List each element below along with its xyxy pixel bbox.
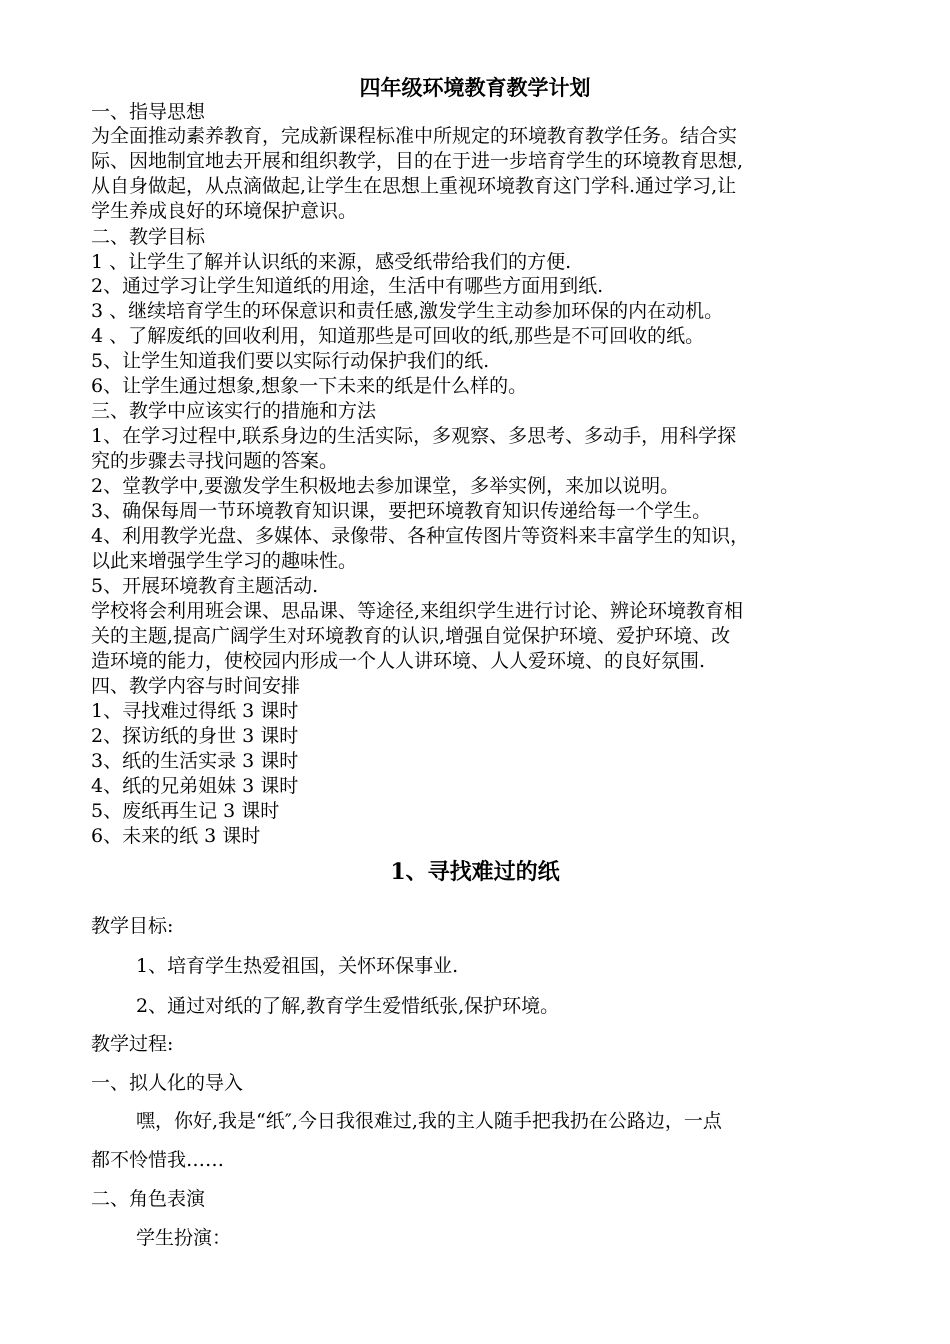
plan-schedule-item: 1、寻找难过得纸 3 课时	[91, 700, 299, 722]
plan-goal-item: 3 、继续培育学生的环保意识和责任感,激发学生主动参加环保的内在动机。	[91, 300, 724, 322]
objectives-heading: 教学目标:	[91, 915, 174, 937]
plan-paragraph-line: 际、因地制宜地去开展和组织教学，目的在于进一步培育学生的环境教育思想,	[91, 150, 744, 172]
lesson-title: 1、寻找难过的纸	[390, 859, 560, 885]
plan-heading-guiding-ideas: 一、指导思想	[91, 101, 206, 123]
process-heading: 教学过程:	[91, 1033, 174, 1055]
plan-measure-item: 究的步骤去寻找问题的答案。	[91, 450, 339, 472]
plan-paragraph-line: 造环境的能力，使校园内形成一个人人讲环境、人人爱环境、的良好氛围.	[91, 650, 706, 672]
plan-goal-item: 6、让学生通过想象,想象一下未来的纸是什么样的。	[91, 375, 528, 397]
plan-schedule-item: 3、纸的生活实录 3 课时	[91, 750, 299, 772]
step-text: 都不怜惜我……	[91, 1149, 225, 1171]
plan-goal-item: 4 、了解废纸的回收利用，知道那些是可回收的纸,那些是不可回收的纸。	[91, 325, 705, 347]
step-heading: 二、角色表演	[91, 1188, 206, 1210]
objective-item: 1、培育学生热爱祖国，关怀环保事业.	[136, 955, 459, 977]
plan-goal-item: 1 、让学生了解并认识纸的来源，感受纸带给我们的方便.	[91, 251, 572, 273]
plan-goal-item: 2、通过学习让学生知道纸的用途，生活中有哪些方面用到纸.	[91, 275, 604, 297]
plan-title: 四年级环境教育教学计划	[359, 75, 591, 100]
plan-paragraph-line: 为全面推动素养教育，完成新课程标准中所规定的环境教育教学任务。结合实	[91, 125, 738, 147]
plan-heading-measures: 三、教学中应该实行的措施和方法	[91, 400, 377, 422]
plan-schedule-item: 5、废纸再生记 3 课时	[91, 800, 280, 822]
step-heading: 一、拟人化的导入	[91, 1072, 244, 1094]
objective-item: 2、通过对纸的了解,教育学生爱惜纸张,保护环境。	[136, 995, 560, 1017]
plan-measure-item: 以此来增强学生学习的趣味性。	[91, 550, 358, 572]
plan-paragraph-line: 学生养成良好的环境保护意识。	[91, 200, 358, 222]
plan-schedule-item: 6、未来的纸 3 课时	[91, 825, 261, 847]
step-text: 嘿，你好,我是“纸″,今日我很难过,我的主人随手把我扔在公路边，一点	[136, 1110, 722, 1132]
plan-schedule-item: 4、纸的兄弟姐妹 3 课时	[91, 775, 299, 797]
plan-measure-item: 4、利用教学光盘、多媒体、录像带、各种宣传图片等资料来丰富学生的知识，	[91, 525, 750, 547]
plan-measure-item: 5、开展环境教育主题活动.	[91, 575, 319, 597]
plan-measure-item: 2、堂教学中,要激发学生积极地去参加课堂，多举实例，来加以说明。	[91, 475, 680, 497]
step-text: 学生扮演：	[136, 1227, 232, 1249]
plan-schedule-item: 2、探访纸的身世 3 课时	[91, 725, 299, 747]
plan-measure-item: 1、在学习过程中,联系身边的生活实际，多观察、多思考、多动手，用科学探	[91, 425, 737, 447]
plan-heading-teaching-goals: 二、教学目标	[91, 226, 206, 248]
plan-goal-item: 5、让学生知道我们要以实际行动保护我们的纸.	[91, 350, 490, 372]
plan-heading-schedule: 四、教学内容与时间安排	[91, 675, 301, 697]
plan-paragraph-line: 关的主题,提高广阔学生对环境教育的认识,增强自觉保护环境、爱护环境、改	[91, 625, 731, 647]
plan-paragraph-line: 从自身做起，从点滴做起,让学生在思想上重视环境教育这门学科.通过学习,让	[91, 175, 737, 197]
plan-paragraph-line: 学校将会利用班会课、思品课、等途径,来组织学生进行讨论、辨论环境教育相	[91, 600, 744, 622]
plan-measure-item: 3、确保每周一节环境教育知识课，要把环境教育知识传递给每一个学生。	[91, 500, 712, 522]
